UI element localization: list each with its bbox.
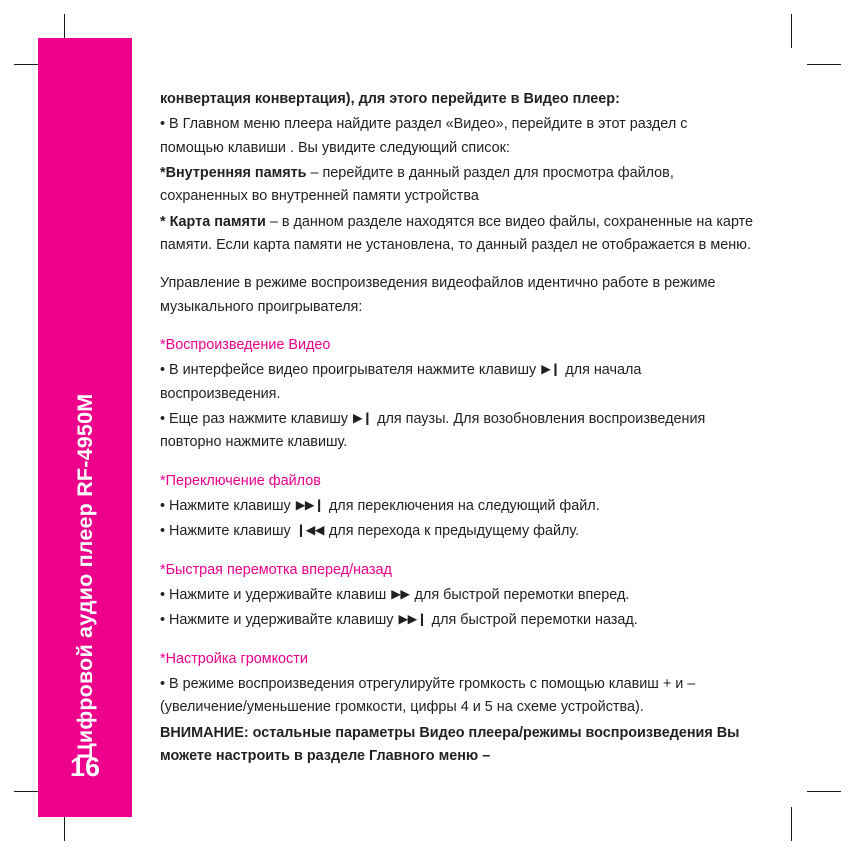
- fast-forward-icon: ▶▶: [391, 586, 410, 601]
- crop-mark-top-right-vertical: [791, 14, 792, 48]
- bullet-video-play-post: для начала воспроизведения.: [160, 362, 642, 402]
- bullet-next-file-pre: • Нажмите клавишу: [160, 497, 295, 514]
- bullet-prev-file: [160, 520, 754, 543]
- label-internal-memory: *Внутренняя память: [160, 164, 307, 181]
- bullet-rewind-pre: • Нажмите и удерживайте клавишу: [160, 612, 398, 629]
- bullet-video-play-pre: • В интерфейсе видео проигрывателя нажмите клавишу: [160, 362, 541, 379]
- paragraph-main-menu: • В Главном меню плеера найдите раздел «Видео», перейдите в этот раздел с помощью клавиши . Вы увидите следующий список:: [160, 116, 688, 156]
- bullet-volume: • В режиме воспроизведения отрегулируйте громкость с помощью клавиш + и – (увеличение/уменьшение громкости, цифры 4 и 5 на схеме устройства).: [160, 675, 696, 716]
- bullet-rewind: [160, 609, 754, 632]
- next-track-icon: ▶▶❙: [295, 497, 324, 512]
- section-heading-fast-forward: *Быстрая перемотка вперед/назад: [160, 561, 392, 578]
- section-heading-switch-files: *Переключение файлов: [160, 472, 321, 489]
- paragraph-memory-card: [160, 211, 754, 258]
- bullet-next-file-post: для переключения на следующий файл.: [324, 497, 600, 514]
- section-heading-volume: *Настройка громкости: [160, 650, 308, 667]
- bullet-fast-forward: [160, 584, 754, 607]
- paragraph-playback-control: Управление в режиме воспроизведения видеофайлов идентично работе в режиме музыкального проигрывателя:: [160, 275, 716, 315]
- bullet-video-pause-pre: • Еще раз нажмите клавишу: [160, 410, 352, 427]
- bullet-prev-file-post: для перехода к предыдущему файлу.: [324, 523, 580, 540]
- section-heading-video-playback: *Воспроизведение Видео: [160, 336, 331, 353]
- bullet-fast-forward-post: для быстрой перемотки вперед.: [410, 586, 630, 603]
- paragraph-internal-memory: [160, 162, 754, 209]
- bullet-video-play: [160, 359, 754, 406]
- previous-track-icon: ❙◀◀: [295, 523, 324, 538]
- sidebar-product-title: Цифровой аудио плеер RF-4950M: [72, 393, 97, 759]
- text-memory-card: – в данном разделе находятся все видео файлы, сохраненные на карте памяти. Если карта памяти не установлена, то данный раздел не отображается в меню.: [160, 213, 754, 253]
- play-pause-icon: ▶❙: [352, 410, 373, 425]
- paragraph-intro-bold: конвертация конвертация), для этого перейдите в Видео плеер:: [160, 91, 620, 107]
- crop-mark-bottom-right-vertical: [791, 807, 792, 841]
- page-number: 16: [69, 752, 101, 782]
- bullet-video-pause: [160, 408, 754, 455]
- bullet-prev-file-pre: • Нажмите клавишу: [160, 523, 295, 540]
- rewind-icon: ▶▶❙: [398, 612, 427, 627]
- bullet-rewind-post: для быстрой перемотки назад.: [427, 612, 638, 629]
- crop-mark-bottom-right-horizontal: [807, 791, 841, 792]
- play-pause-icon: ▶❙: [541, 362, 561, 377]
- bullet-fast-forward-pre: • Нажмите и удерживайте клавиш: [160, 586, 391, 603]
- label-memory-card: * Карта памяти: [160, 213, 266, 230]
- crop-mark-top-right-horizontal: [807, 64, 841, 65]
- sidebar-brand-strip: [38, 38, 132, 817]
- bullet-next-file: [160, 495, 754, 518]
- text-internal-memory: – перейдите в данный раздел для просмотра файлов, сохраненных во внутренней памяти устройства: [160, 164, 674, 205]
- bullet-video-pause-post: для паузы. Для возобновления воспроизведения повторно нажмите клавишу.: [160, 410, 706, 451]
- paragraph-attention-note: ВНИМАНИЕ: остальные параметры Видео плеера/режимы воспроизведения Вы можете настроить в разделе Главного меню –: [160, 724, 740, 764]
- page-content: [160, 88, 754, 770]
